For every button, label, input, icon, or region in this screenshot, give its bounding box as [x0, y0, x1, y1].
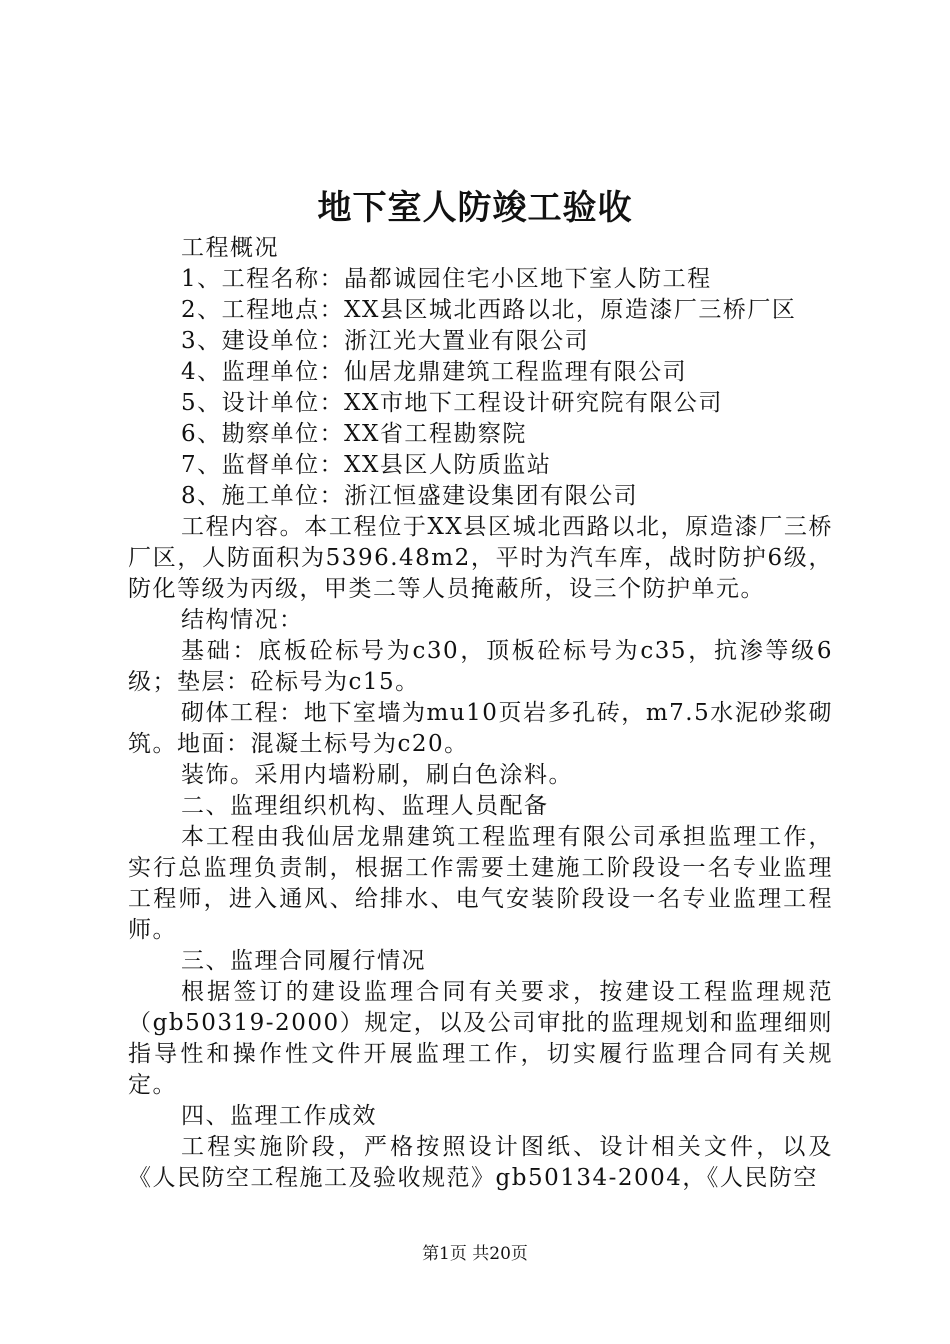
paragraph: 三、监理合同履行情况 [181, 948, 426, 974]
paragraph: 5、设计单位：XX市地下工程设计研究院有限公司 [181, 390, 723, 416]
page-footer: 第1页 共20页 [422, 1244, 528, 1264]
paragraph: 根据签订的建设监理合同有关要求，按建设工程监理规范（gb50319-2000）规定，以及公司审批的监理规划和监理细则指导性和操作性文件开展监理工作，切实履行监理合同有关规定。 [128, 979, 833, 1098]
document-body [128, 233, 833, 1194]
paragraph: 工程实施阶段，严格按照设计图纸、设计相关文件，以及《人民防空工程施工及验收规范》gb50134-2004，《人民防空 [128, 1134, 833, 1191]
paragraph: 7、监督单位：XX县区人防质监站 [181, 452, 552, 478]
paragraph: 结构情况： [181, 607, 304, 633]
paragraph: 3、建设单位：浙江光大置业有限公司 [181, 328, 590, 354]
paragraph: 工程概况 [181, 235, 279, 261]
paragraph: 1、工程名称：晶都诚园住宅小区地下室人防工程 [181, 266, 712, 292]
paragraph: 工程内容。本工程位于XX县区城北西路以北，原造漆厂三桥厂区，人防面积为5396.48m2，平时为汽车库，战时防护6级，防化等级为丙级，甲类二等人员掩蔽所，设三个防护单元。 [128, 514, 833, 602]
paragraph: 2、工程地点：XX县区城北西路以北，原造漆厂三桥厂区 [181, 297, 797, 323]
paragraph: 本工程由我仙居龙鼎建筑工程监理有限公司承担监理工作，实行总监理负责制，根据工作需要土建施工阶段设一名专业监理工程师，进入通风、给排水、电气安装阶段设一名专业监理工程师。 [128, 824, 833, 943]
paragraph: 6、勘察单位：XX省工程勘察院 [181, 421, 527, 447]
paragraph: 四、监理工作成效 [181, 1103, 377, 1129]
paragraph: 二、监理组织机构、监理人员配备 [181, 793, 549, 819]
paragraph: 基础：底板砼标号为c30，顶板砼标号为c35，抗渗等级6级；垫层：砼标号为c15。 [128, 638, 833, 695]
paragraph: 8、施工单位：浙江恒盛建设集团有限公司 [181, 483, 639, 509]
paragraph: 装饰。采用内墙粉刷，刷白色涂料。 [181, 762, 573, 788]
paragraph: 砌体工程：地下室墙为mu10页岩多孔砖，m7.5水泥砂浆砌筑。地面：混凝土标号为c20。 [128, 700, 833, 757]
paragraph: 4、监理单位：仙居龙鼎建筑工程监理有限公司 [181, 359, 688, 385]
document-title: 地下室人防竣工验收 [317, 188, 633, 228]
